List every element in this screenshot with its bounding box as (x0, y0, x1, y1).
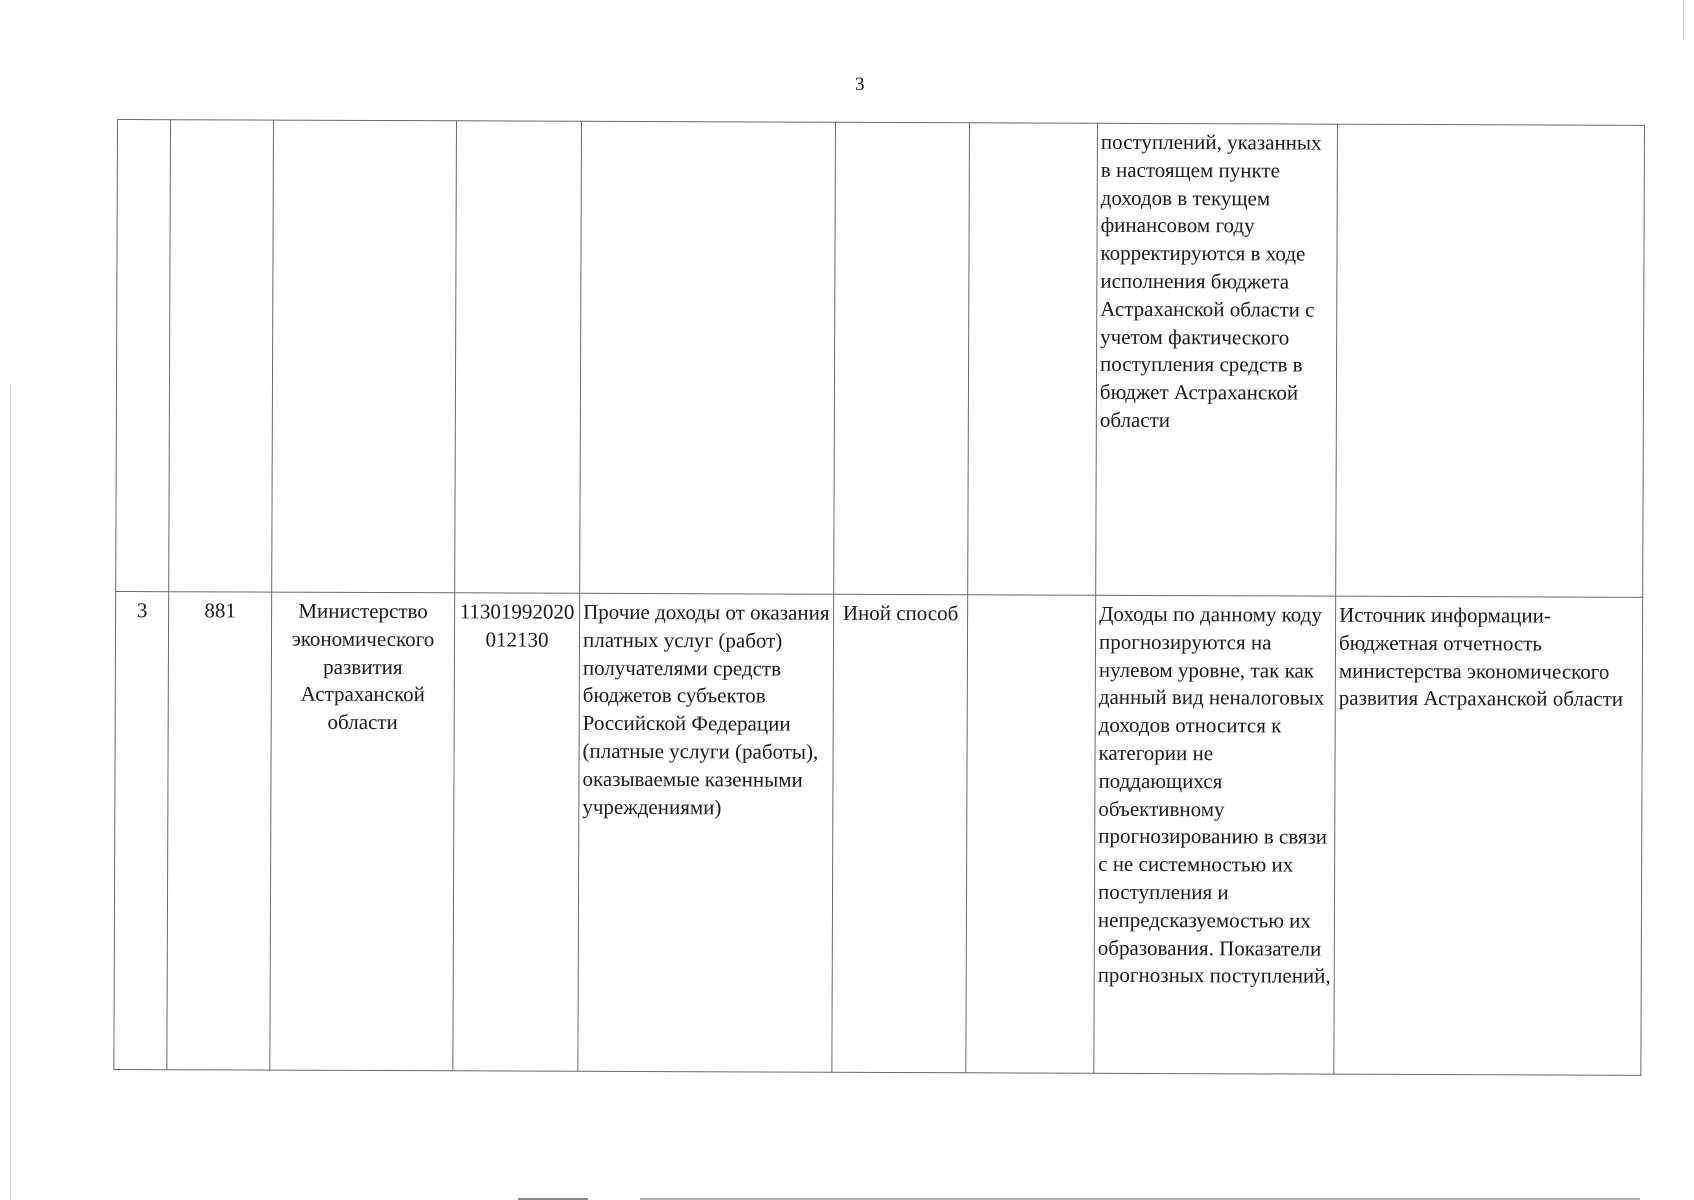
table-row (114, 591, 1643, 1075)
table-row (116, 120, 1645, 598)
cell-number (116, 120, 171, 592)
cell-algorithm: Доходы по данному коду прогнозируются на нулевом уровне, так как данный вид неналоговых доходов относится к категории не поддающихся объективному прогнозированию в связи с не системностью их поступления и непредсказуемостью их образования. Показатели прогнозных поступлений, (1094, 595, 1336, 1074)
cell-method (834, 122, 970, 595)
scan-edge-line (1683, 0, 1684, 40)
cell-formula (966, 595, 1096, 1073)
cell-formula (968, 123, 1098, 595)
data-table (113, 119, 1645, 1076)
cell-method: Иной способ (832, 594, 968, 1073)
page-number: 3 (855, 74, 865, 95)
cell-source (1336, 124, 1645, 597)
cell-income-name: Прочие доходы от оказания платных услуг (работ) получателями средств бюджетов субъектов Российской Федерации (платные услуги (работы), оказываемые казенными учреждениями) (578, 593, 834, 1072)
scan-edge-line (10, 385, 11, 1200)
cell-number: 3 (114, 591, 169, 1069)
cell-admin-name (272, 120, 457, 593)
cell-admin-code: 881 (167, 592, 272, 1070)
cell-kbk-code: 11301992020012130 (453, 593, 580, 1071)
cell-algorithm: поступлений, указанных в настоящем пункте доходов в текущем финансовом году корректируются в ходе исполнения бюджета Астраханской области с учетом фактического поступления средств в бюджет Астраханской области (1096, 123, 1338, 596)
cell-income-name (580, 121, 836, 594)
cell-kbk-code (455, 121, 582, 593)
cell-source: Источник информации-бюджетная отчетность министерства экономического развития Астраханской области (1334, 596, 1643, 1075)
cell-admin-name: Министерство экономического развития Астраханской области (270, 592, 455, 1071)
cell-admin-code (169, 120, 274, 592)
